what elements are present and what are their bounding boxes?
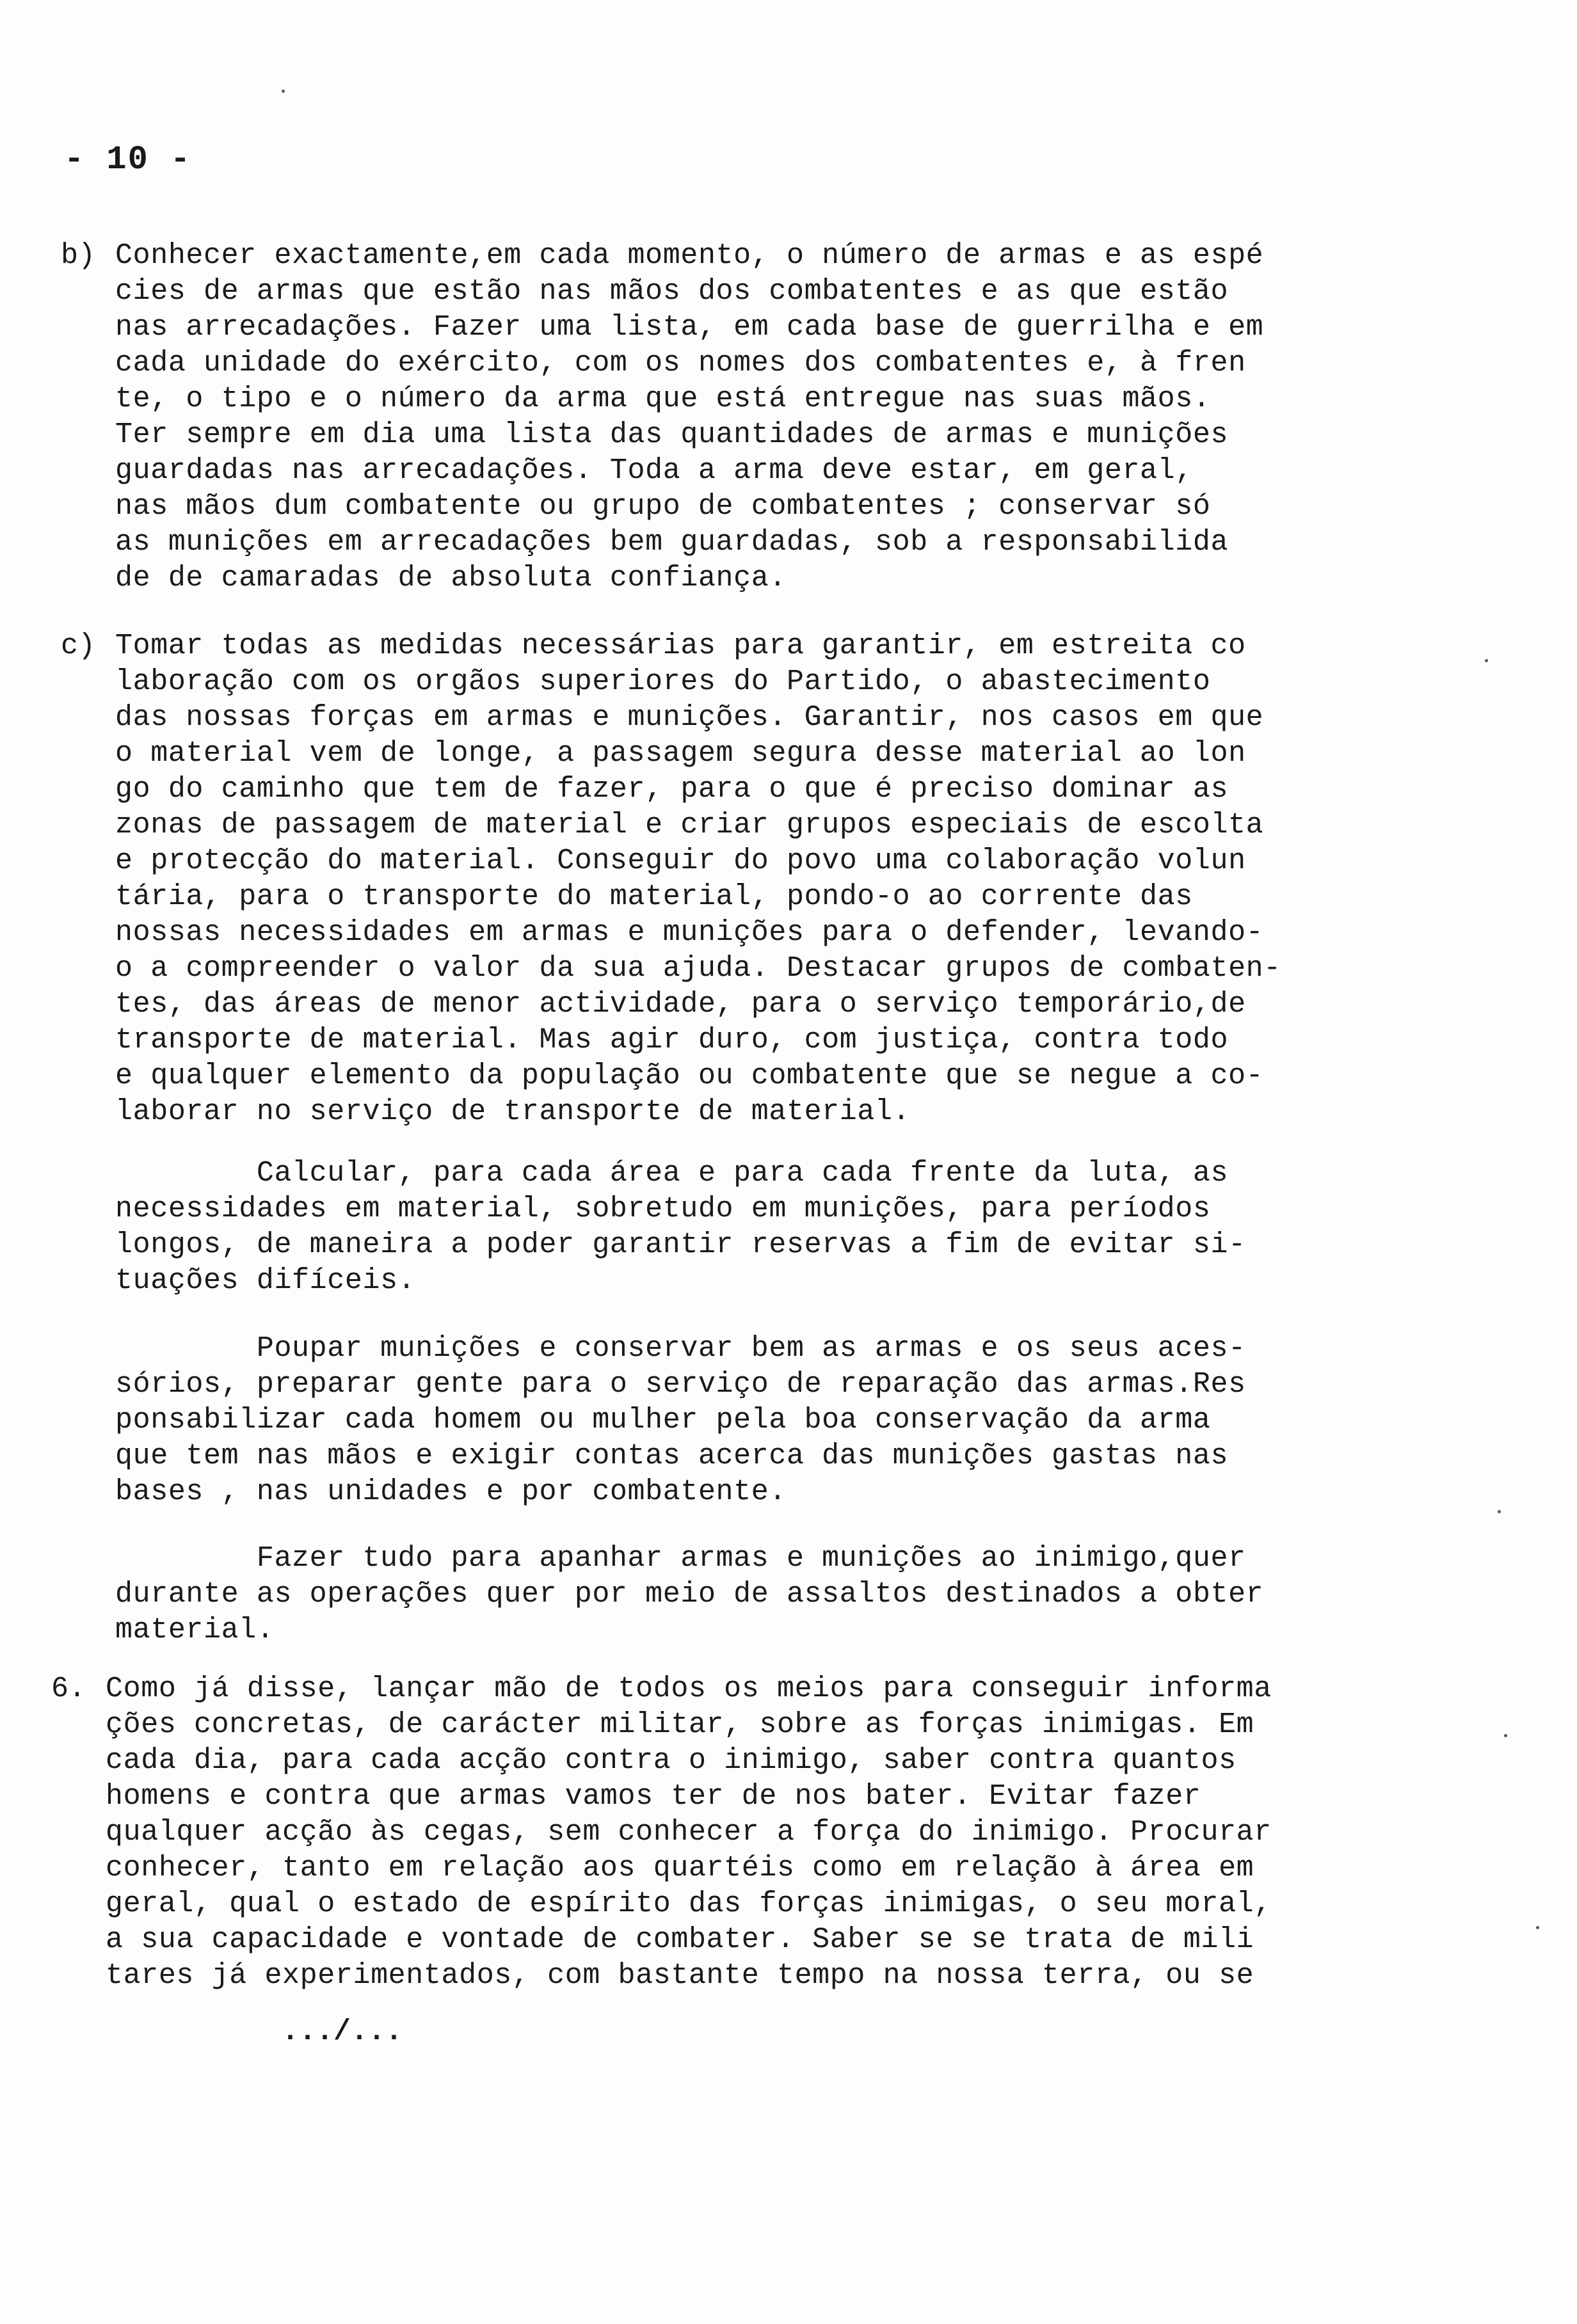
text-line: homens e contra que armas vamos ter de nos bater. Evitar fazer	[106, 1780, 1201, 1813]
text-line: ponsabilizar cada homem ou mulher pela boa conservação da arma	[115, 1404, 1211, 1437]
section-marker-c: c)	[61, 630, 96, 662]
text-line: geral, qual o estado de espírito das forças inimigas, o seu moral,	[106, 1888, 1272, 1920]
text-line: das nossas forças em armas e munições. Garantir, nos casos em que	[115, 701, 1264, 734]
scan-speck	[282, 90, 285, 93]
text-line: tária, para o transporte do material, pondo-o ao corrente das	[115, 880, 1193, 913]
text-line: zonas de passagem de material e criar grupos especiais de escolta	[115, 809, 1264, 841]
text-line: qualquer acção às cegas, sem conhecer a força do inimigo. Procurar	[106, 1816, 1272, 1849]
page-number: - 10 -	[64, 141, 192, 179]
text-line: laborar no serviço de transporte de material.	[115, 1095, 911, 1128]
continuation-mark: .../...	[282, 2016, 403, 2048]
section-marker-b: b)	[61, 239, 96, 272]
text-line: necessidades em material, sobretudo em munições, para períodos	[115, 1193, 1211, 1225]
text-line: nas arrecadações. Fazer uma lista, em cada base de guerrilha e em	[115, 311, 1264, 344]
text-line: de de camaradas de absoluta confiança.	[115, 562, 787, 594]
text-line: transporte de material. Mas agir duro, com justiça, contra todo	[115, 1024, 1229, 1056]
text-line: sórios, preparar gente para o serviço de reparação das armas.Res	[115, 1368, 1246, 1401]
text-line: ções concretas, de carácter militar, sobre as forças inimigas. Em	[106, 1708, 1254, 1741]
text-line: cies de armas que estão nas mãos dos combatentes e as que estão	[115, 275, 1229, 308]
text-line: o a compreender o valor da sua ajuda. Destacar grupos de combaten-	[115, 952, 1281, 985]
text-line: Fazer tudo para apanhar armas e munições ao inimigo,quer	[115, 1542, 1246, 1575]
text-line: go do caminho que tem de fazer, para o que é preciso dominar as	[115, 773, 1229, 806]
text-line: conhecer, tanto em relação aos quartéis como em relação à área em	[106, 1852, 1254, 1884]
text-line: Tomar todas as medidas necessárias para garantir, em estreita co	[115, 630, 1246, 662]
scan-speck	[1498, 1510, 1501, 1513]
text-line: Conhecer exactamente,em cada momento, o número de armas e as espé	[115, 239, 1264, 272]
scan-speck	[1504, 1734, 1507, 1737]
text-line: material.	[115, 1614, 275, 1646]
text-line: e qualquer elemento da população ou combatente que se negue a co-	[115, 1060, 1264, 1092]
text-line: cada unidade do exército, com os nomes dos combatentes e, à fren	[115, 347, 1246, 379]
text-line: Ter sempre em dia uma lista das quantidades de armas e munições	[115, 418, 1229, 451]
text-line: tuações difíceis.	[115, 1264, 416, 1297]
text-line: o material vem de longe, a passagem segura desse material ao lon	[115, 737, 1246, 770]
text-line: que tem nas mãos e exigir contas acerca das munições gastas nas	[115, 1440, 1229, 1472]
scan-speck	[1485, 659, 1488, 662]
text-line: e protecção do material. Conseguir do povo uma colaboração volun	[115, 845, 1246, 877]
text-line: a sua capacidade e vontade de combater. Saber se se trata de mili	[106, 1923, 1254, 1956]
text-line: Poupar munições e conservar bem as armas e os seus aces-	[115, 1332, 1246, 1365]
text-line: as munições em arrecadações bem guardadas, sob a responsabilida	[115, 526, 1229, 559]
text-line: tes, das áreas de menor actividade, para o serviço temporário,de	[115, 988, 1246, 1021]
text-line: guardadas nas arrecadações. Toda a arma deve estar, em geral,	[115, 454, 1193, 487]
section-marker-6: 6.	[51, 1673, 86, 1705]
text-line: Calcular, para cada área e para cada frente da luta, as	[115, 1157, 1229, 1190]
text-line: nossas necessidades em armas e munições para o defender, levando-	[115, 916, 1264, 949]
text-line: durante as operações quer por meio de assaltos destinados a obter	[115, 1578, 1264, 1611]
text-line: laboração com os orgãos superiores do Partido, o abastecimento	[115, 665, 1211, 698]
text-line: Como já disse, lançar mão de todos os meios para conseguir informa	[106, 1673, 1272, 1705]
text-line: te, o tipo e o número da arma que está entregue nas suas mãos.	[115, 383, 1211, 415]
text-line: bases , nas unidades e por combatente.	[115, 1476, 787, 1508]
scan-speck	[1536, 1926, 1539, 1929]
text-line: longos, de maneira a poder garantir reservas a fim de evitar si-	[115, 1229, 1246, 1261]
text-line: cada dia, para cada acção contra o inimigo, saber contra quantos	[106, 1744, 1237, 1777]
text-line: tares já experimentados, com bastante tempo na nossa terra, ou se	[106, 1959, 1254, 1992]
text-line: nas mãos dum combatente ou grupo de combatentes ; conservar só	[115, 490, 1211, 523]
